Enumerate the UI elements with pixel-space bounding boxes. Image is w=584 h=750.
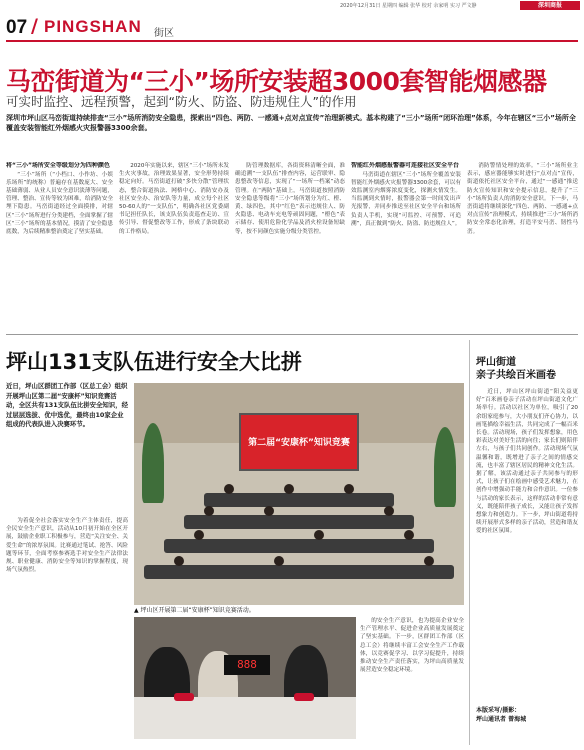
story2-headline: 坪山131支队伍进行安全大比拼 (6, 350, 302, 374)
audience-head (314, 530, 324, 540)
story3-headline (476, 356, 578, 382)
story1-headline: 马峦街道为“三小”场所安装超3000套智能烟感器 (6, 67, 547, 96)
story2-lead-paragraph: 近日，坪山区群团工作部（区总工会）组织开展坪山区第二届“安康杯”知识竞赛活动，全区共有131支队伍比拼安全知识，经过层层选拔、优中选优，最终由10家企业组成的代表队进入决赛环节。 (6, 382, 128, 428)
seat-row (204, 493, 394, 507)
story1-column-4 (351, 162, 461, 330)
story3-title-line-2: 亲子共绘百米画卷 (476, 370, 556, 381)
story2-photo-contestants (134, 617, 356, 739)
section-subname: 街区 (154, 28, 174, 39)
story1-col5-text: 消防警情处理的效率。“三小”场所业主表示，感应器能够实时进行“点对点”宣传，街道依托社区安全平台，通过“一感通”推送防火宣传知识和安全提示信息，提升了“三小”场所负责人的消防安全意识。下一步，马峦街道将继续深化“四色、两防、一感通+点对点宣传”治理模式，持续推进“三小”场所消防安全常态化治理，打造平安马峦、韧性马峦。 (467, 163, 578, 235)
header-rule (6, 40, 578, 42)
story3-credit (476, 706, 578, 724)
story3-column (476, 388, 578, 700)
audience-head (384, 506, 394, 516)
page-number: 07 (6, 17, 28, 38)
audience-head (274, 556, 284, 566)
column-divider (469, 340, 470, 745)
audience-head (224, 484, 234, 494)
story1-column-2 (119, 162, 229, 330)
story1-col4-text: 马峦街道在辖区“三小”场所全覆盖安装智能红外烟感火灾报警器3300余套，可以有效监测室内烟雾浓度变化，探测火情发生。当监测到火情时，报警器会第一时间发出声光报警，并同步推送至社区安全平台和场所负责人手机，实现“可监控、可预警、可追溯”，真正做到“防火、防盗、防违规住人”。 (351, 171, 461, 227)
story1-column-3 (235, 162, 345, 330)
stage-screen (239, 413, 359, 471)
newspaper-brand-logo: 深圳商报 (520, 1, 580, 10)
page-meta-line: 2020年12月31日 星期四 编辑 张华 校对 余家明 实习 严文静 (340, 3, 477, 9)
audience-head (264, 506, 274, 516)
story1-column-5 (467, 162, 578, 330)
audience-head (174, 556, 184, 566)
story1-lead-paragraph: 深圳市坪山区马峦街道持续排查“三小”场所消防安全隐患，探索出“四色、两防、一感通+点对点宣传”治理新模式。基本构建了“三小”场所“闭环治理”体系，今年在辖区“三小”场所全覆盖安装智能红外烟感火灾报警器3300余套。 (6, 114, 576, 132)
story2-column-1 (6, 517, 128, 717)
story3-title-line-1: 坪山街道 (476, 357, 516, 368)
seat-row (184, 515, 414, 529)
story-divider (6, 334, 578, 335)
story2-photo-caption: ▲ 坪山区开展第二届“安康杯”知识竞赛活动。 (134, 607, 255, 614)
story1-col4-heading: 智能红外烟感报警器可连接社区安全平台 (351, 162, 460, 169)
story3-body-text: 近日，坪山区坪山街道“阳关益更好”百米画卷亲子活动在坪山街道文化广场举行。活动以社区为单位，吸引了20余组家庭参与，大小朋友们齐心协力，以画笔描绘幸福生活，共同完成了一幅百米长卷。活动现场，孩子们发挥想象，用色彩表达对美好生活的向往；家长们则陪伴左右，与孩子们共同创作。活动现场气氛温馨和谐，既增进了亲子之间的情感交流，也丰富了辖区居民的精神文化生活。据了解，该活动通过亲子共同参与的形式，让孩子们在绘画中感受艺术魅力，在创作中增强动手能力和合作意识。一位参与活动的家长表示，这样的活动非常有意义，既能陪伴孩子成长，又能让孩子发挥想象力和创造力。下一步，坪山街道将持续开展形式多样的亲子活动，营造和谐友爱的社区氛围。 (476, 389, 578, 535)
audience-head (194, 530, 204, 540)
audience-head (344, 484, 354, 494)
buzzer-icon (294, 693, 314, 701)
story1-col3-text: 防管理数据库，各街资料清晰全面，准确追溯“一支队伍”排查内容，运营联审、隐患整改等信息，实现了“一场所一档案”动态管理。在“两防”基础上，马峦街道按照消防安全隐患等级将“三小”场所划分为红、橙、黄、绿四色，其中“红色”表示违规住人、防火隐患、电动车充电等顽固问题，“橙色”表示储存、使用危险化学品及消火栓设备短缺等，按不同颜色实施分级分类管控。 (235, 163, 345, 235)
audience-head (404, 530, 414, 540)
seat-row (164, 539, 434, 553)
audience-head (424, 556, 434, 566)
credit-names: 坪山通讯者 曾海城 (476, 716, 527, 723)
score-display: 888 (224, 655, 270, 675)
credit-label: 本版采写/摄影： (476, 707, 521, 714)
story1-col2-text: 2020年实施以来，辖区“三小”场所未发生火灾事故，治理效果显著，安全形势持续稳定向好。马峦街道打破“多快分散”管理状态，整合街道执法、网格中心、消防安办及社区安全办、治安队等力量，成立每个社区50-60人的“一支队伍”，明确各社区党委副书记担任队长，该支队伍负责巡查走访、宣传引导、督促整改等工作，形成了条块联动的工作格局。 (119, 163, 229, 235)
story1-column-1 (6, 162, 113, 330)
plant-right (434, 427, 456, 507)
story1-col1-text: “三小”场所（“小档口、小作坊、小娱乐场所”的统称）普遍存在基数庞大、安全基础薄弱、从业人员安全意识淡薄等问题，管理、整治、宣传等较为困难，给消防安全埋下隐患。马峦街道经过全面摸排，对辖区“三小”场所进行分类建档，全面掌握了辖区“三小”场所的基本情况，摸清了安全隐患底数，为后续精准整治奠定了坚实基础。 (6, 171, 113, 235)
page-slash-divider: / (31, 15, 38, 37)
story2-column-2 (360, 617, 464, 745)
story2-photo-hall (134, 383, 464, 605)
audience-head (284, 484, 294, 494)
story1-col1-heading: 将“三小”场所安全等级划分为四种颜色 (6, 162, 110, 169)
seat-row (144, 565, 454, 579)
contest-table (134, 697, 356, 739)
story1-subheadline: 可实时监控、远程预警，起到“防火、防盗、防违规住人”的作用 (6, 94, 357, 109)
story2-col2-text: 的安全生产意识，也为提高企业安全生产管理水平、促进企业高质量发展奠定了坚实基础。下一步，区群团工作部（区总工会）将继续丰富工会安全生产工作载体，以竞赛促学习、以学习促提升，持续推动安全生产责任落实，为坪山高质量发展营造安全稳定环境。 (360, 618, 464, 674)
plant-left (142, 423, 164, 503)
stage-screen-text: 第二届“安康杯”知识竞赛 (248, 438, 350, 448)
section-name: PINGSHAN (44, 17, 142, 36)
audience-head (204, 506, 214, 516)
story2-col1-text: 为着促全社会落实安全生产主体责任，提高全民安全生产意识，活动从10月初开始在全区开展，鼓励企业职工积极参与，营造“关注安全、关爱生命”的浓厚氛围。比赛通过笔试、抢答、风险题等环节，全面考察参赛选手对安全生产法律法规、职业健康、消防安全等知识的掌握程度，现场气氛热烈。 (6, 518, 128, 574)
buzzer-icon (174, 693, 194, 701)
